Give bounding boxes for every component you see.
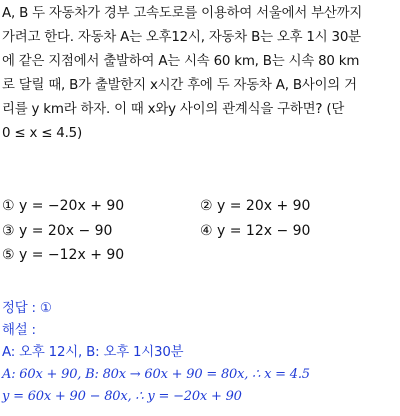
choice-row [2,194,398,219]
explanation-equation: A: 60x + 90, B: 80x → 60x + 90 = 80x, ∴ x = 4.5 [2,367,310,382]
problem-line: 가려고 한다. 자동차 A는 오후12시, 자동차 B는 오후 1시 30분 [2,30,361,45]
choice-2: ② y = 20x + 90 [200,198,311,214]
problem-line: 에 같은 지점에서 출발하여 A는 시속 60 km, B는 시속 80 km [2,54,360,69]
choice-row [2,219,398,244]
explanation-equation: y = 60x + 90 − 80x, ∴ y = −20x + 90 [2,389,242,404]
answer-choices [2,194,398,268]
problem-line: 0 ≤ x ≤ 4.5) [2,126,83,141]
correct-answer: 정답 : ① [2,301,52,316]
choice-5: ⑤ y = −12x + 90 [2,247,125,263]
problem-line: 리를 y km라 하자. 이 때 x와y 사이의 관계식을 구하면? (단 [2,102,345,117]
choice-3: ③ y = 20x − 90 [2,222,113,239]
choice-row [2,243,398,268]
answer-section [2,298,398,408]
explanation-line: A: 오후 12시, B: 오후 1시30분 [2,345,184,360]
explanation-title: 해설 : [2,323,36,338]
choice-4: ④ y = 12x − 90 [200,222,311,239]
problem-statement [2,2,398,146]
problem-line: 로 달릴 때, B가 출발한지 x시간 후에 두 자동차 A, B사이의 거 [2,78,357,93]
problem-line: A, B 두 자동차가 경부 고속도로를 이용하여 서울에서 부산까지 [2,6,363,21]
choice-1: ① y = −20x + 90 [2,198,125,214]
